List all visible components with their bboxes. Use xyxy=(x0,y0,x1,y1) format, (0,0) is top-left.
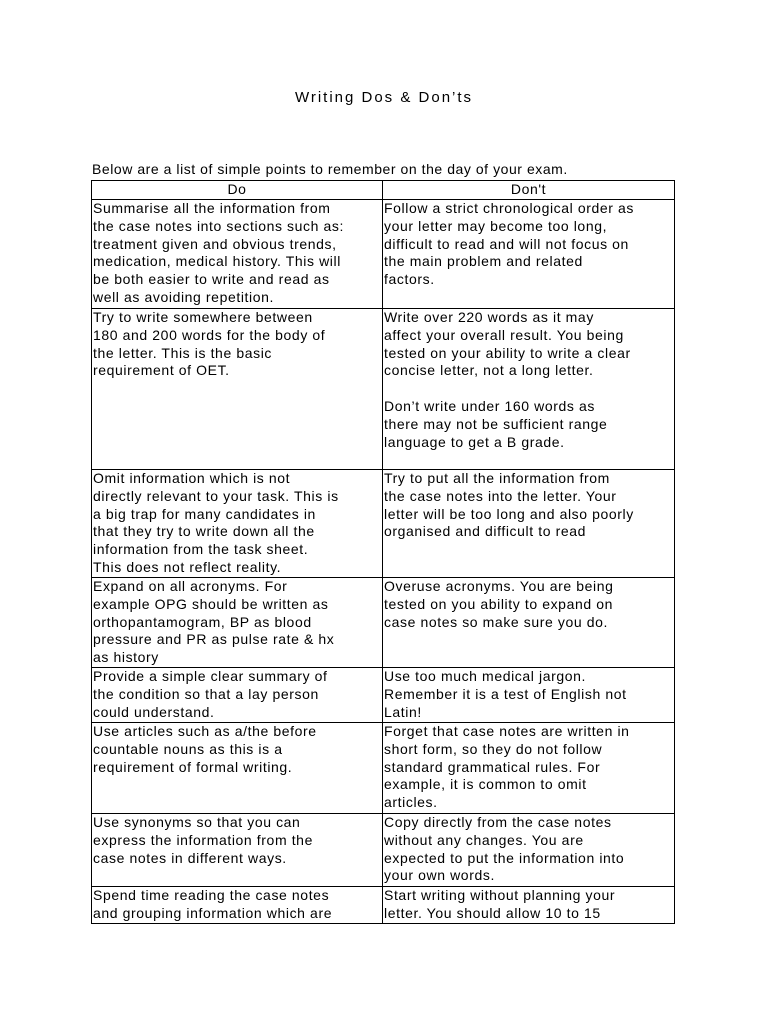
dont-cell xyxy=(383,887,675,924)
table-header-row xyxy=(92,181,675,200)
do-cell xyxy=(92,200,383,309)
table-row xyxy=(92,668,675,723)
dos-donts-table xyxy=(91,180,675,924)
dont-text: Forget that case notes are written in short form, so they do not follow standard grammatical rules. For example, it is common to omit articles. xyxy=(384,723,630,811)
table-row xyxy=(92,309,675,470)
dont-cell xyxy=(383,578,675,668)
do-text: Summarise all the information from the case notes into sections such as: treatment given and obvious trends, medication, medical history. This will be both easier to write and read as well as avoiding repetition. xyxy=(93,200,344,305)
do-cell xyxy=(92,470,383,578)
dont-text: Overuse acronyms. You are being tested on you ability to expand on case notes so make sure you do. xyxy=(384,578,614,630)
dont-cell xyxy=(383,309,675,470)
do-text: Use articles such as a/the before countable nouns as this is a requirement of formal writing. xyxy=(93,723,317,775)
table-row xyxy=(92,814,675,887)
dont-text: Copy directly from the case notes without any changes. You are expected to put the information into your own words. xyxy=(384,814,625,884)
dont-cell xyxy=(383,723,675,814)
do-cell xyxy=(92,887,383,924)
dont-text: Try to put all the information from the case notes into the letter. Your letter will be too long and also poorly organised and difficult to read xyxy=(384,470,634,540)
do-text: Try to write somewhere between 180 and 200 words for the body of the letter. This is the basic requirement of OET. xyxy=(93,309,326,379)
do-cell xyxy=(92,309,383,470)
table-row xyxy=(92,578,675,668)
table-row xyxy=(92,470,675,578)
dont-cell xyxy=(383,470,675,578)
dont-column-header: Don't xyxy=(383,181,675,200)
do-text: Provide a simple clear summary of the condition so that a lay person could understand. xyxy=(93,668,328,720)
do-cell xyxy=(92,723,383,814)
table-row xyxy=(92,887,675,924)
dont-text: Don’t write under 160 words as there may not be sufficient range language to get a B grade. xyxy=(384,397,608,450)
dont-text: Follow a strict chronological order as your letter may become too long, difficult to read and will not focus on the main problem and related factors. xyxy=(384,200,635,288)
do-cell xyxy=(92,578,383,668)
do-text: Use synonyms so that you can express the information from the case notes in different ways. xyxy=(93,814,313,866)
do-text: Spend time reading the case notes and grouping information which are xyxy=(93,887,333,921)
intro-text: Below are a list of simple points to remember on the day of your exam. xyxy=(92,161,568,177)
dont-text: Write over 220 words as it may affect your overall result. You being tested on your ability to write a clear concise letter, not a long letter. xyxy=(384,309,631,379)
do-cell xyxy=(92,668,383,723)
page-title: Writing Dos & Don’ts xyxy=(294,89,474,106)
dont-cell xyxy=(383,814,675,887)
dont-text: Use too much medical jargon. Remember it is a test of English not Latin! xyxy=(384,668,627,720)
table-row xyxy=(92,200,675,309)
dont-cell xyxy=(383,668,675,723)
dont-cell xyxy=(383,200,675,309)
do-column-header: Do xyxy=(92,181,383,200)
do-text: Omit information which is not directly relevant to your task. This is a big trap for many candidates in that they try to write down all the information from the task sheet. This does not reflect reality. xyxy=(93,470,339,575)
do-cell xyxy=(92,814,383,887)
dont-text: Start writing without planning your letter. You should allow 10 to 15 xyxy=(384,887,616,921)
do-text: Expand on all acronyms. For example OPG should be written as orthopantamogram, BP as blood pressure and PR as pulse rate & hx as history xyxy=(93,578,335,666)
table-row xyxy=(92,723,675,814)
